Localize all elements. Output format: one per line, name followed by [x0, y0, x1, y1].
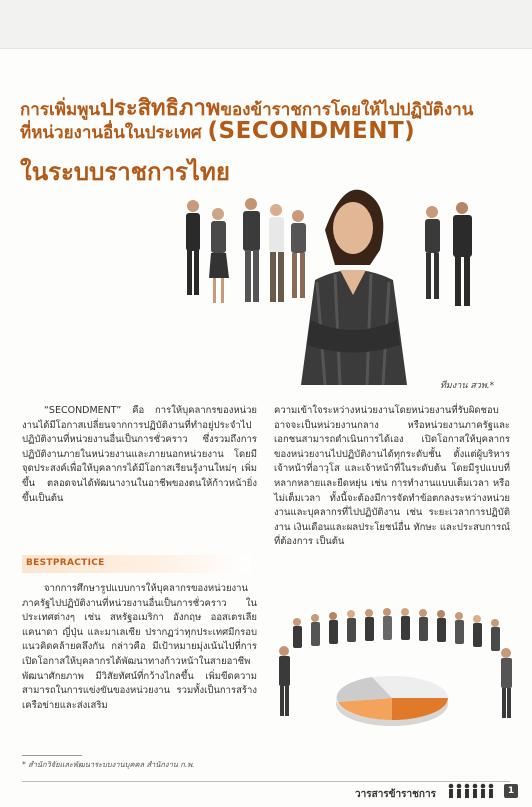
title-line-3: ในระบบราชการไทย [20, 158, 230, 186]
section-heading-bar [22, 555, 250, 573]
section-heading: BESTPRACTICE [26, 558, 105, 568]
title-line-2 [20, 118, 520, 146]
title-line-1-suffix: ของข้าราชการโดยให้ไปปฏิบัติงาน [220, 100, 474, 120]
person-figure [453, 202, 472, 306]
title-line-1-prefix: การเพิ่มพูน [20, 100, 101, 120]
title-line-2-emphasis: (SECONDMENT) [207, 118, 416, 144]
left-column-body [22, 582, 257, 713]
intro-paragraph: “SECONDMENT” คือ การให้บุคลากรของหน่วยงานได้มีโอกาสเปลี่ยนจากการปฏิบัติงานที่ทำอยู่ประจำไปปฏิบัติงานที่หน่วยงานอื่นเป็นการชั่วคราว ซึ่งรวมถึงการปฏิบัติงานภายในหน่วยงานและภายนอกหน่วยงาน โดยมีจุดประสงค์เพื่อให้บุคลากรได้มีโอกาสเรียนรู้งานใหม่ๆ เพิ่มขึ้น ตลอดจนได้พัฒนางานในอาชีพของตนให้ก้าวหน้ายิ่งขึ้นเป็นต้น [22, 405, 257, 504]
person-figure [243, 198, 260, 302]
team-meeting-illustration [272, 606, 517, 746]
right-paragraph: ความเข้าใจระหว่างหน่วยงานโดยหน่วยงานที่รับผิดชอบอาจจะเป็นหน่วยงานกลาง หรือหน่วยงานภาครัฐและเอกชนสามารถดำเนินการได้เอง เปิดโอกาสให้บุคลากรของหน่วยงานไปปฏิบัติงานได้ทุกระดับชั้น ตั้งแต่ผู้บริหาร เจ้าหน้าที่อาวุโส และเจ้าหน้าที่ในระดับต้น โดยมีรูปแบบที่หลากหลายและยืดหยุ่น เช่น การทำงานแบบเต็มเวลา หรือไม่เต็มเวลา ทั้งนี้จะต้องมีการจัดทำข้อตกลงระหว่างหน่วยงานและบุคลากรที่ไปปฏิบัติงาน เช่น ระยะเวลาการปฏิบัติงาน เงินเดือนและผลประโยชน์อื่น ทักษะ และประสบการณ์ที่ต้องการ เป็นต้น [274, 405, 510, 548]
person-figure [209, 208, 229, 303]
journal-name: วารสารข้าราชการ [355, 789, 436, 800]
right-column [274, 404, 510, 550]
page-number: 1 [504, 784, 518, 798]
person-figure [269, 204, 284, 302]
person-figure [425, 206, 440, 299]
body-paragraph: จากการศึกษารูปแบบการให้บุคลากรของหน่วยงานภาครัฐไปปฏิบัติงานที่หน่วยงานอื่นเป็นการชั่วคราว ในประเทศต่างๆ เช่น สหรัฐอเมริกา อังกฤษ ออสเตรเลีย แคนาดา ญี่ปุ่น และมาเลเซีย ปรากฏว่าทุกประเทศมีกรอบแนวคิดคล้ายคลึงกัน กล่าวคือ มีเป้าหมายมุ่งเน้นไปที่การเปิดโอกาสให้บุคลากรได้พัฒนาทางก้าวหน้าในสายอาชีพ พัฒนาศักยภาพ มีวิสัยทัศน์ที่กว้างไกลขึ้น เพิ่มขีดความสามารถในการแข่งขันของหน่วยงาน รวมทั้งเป็นการสร้างเครือข่ายและส่งเสริม [22, 583, 257, 711]
person-figure [291, 210, 306, 298]
top-margin-band [0, 0, 532, 49]
photo-caption: ทีมงาน สวพ.* [440, 381, 495, 391]
footnote: * สำนักวิจัยและพัฒนาระบบงานบุคคล สำนักงาน ก.พ. [22, 760, 195, 769]
footnote-rule [22, 755, 82, 756]
central-woman-figure [301, 190, 407, 385]
left-column-intro [22, 404, 257, 506]
people-row-icon [446, 783, 502, 799]
title-line-2-prefix: ที่หน่วยงานอื่นในประเทศ [20, 123, 202, 143]
pie-chart-graphic [336, 676, 448, 726]
title-line-1-emphasis: ประสิทธิภาพ [100, 96, 221, 121]
person-figure [186, 200, 200, 295]
footer-rule [22, 781, 510, 782]
business-people-photo [175, 170, 520, 385]
